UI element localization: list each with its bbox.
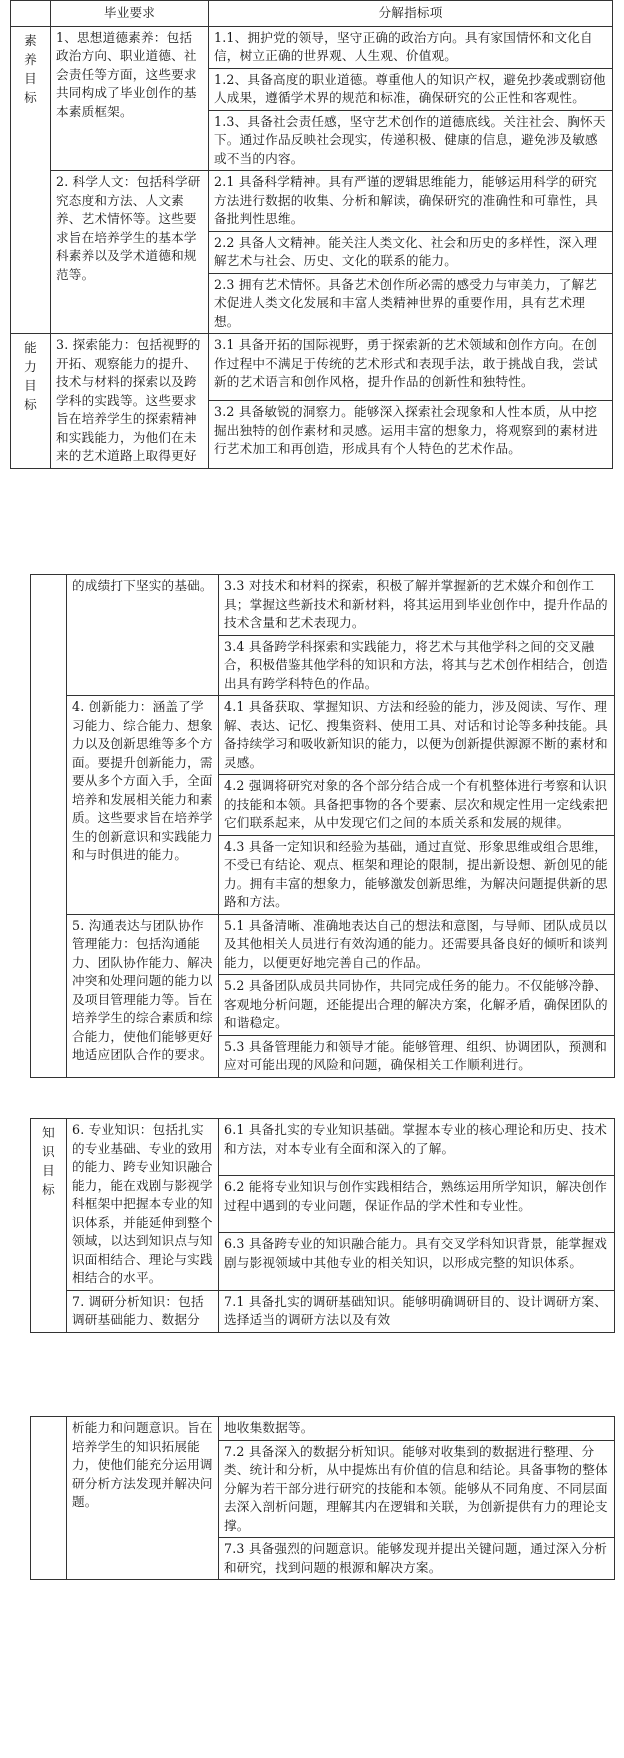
- table-row: [11, 171, 613, 232]
- category-ability-continued: [31, 575, 67, 1078]
- requirement-cell: 2. 科学人文：包括科学研究态度和方法、人文素养、艺术情怀等。这些要求旨在培养学生的基本学科素养以及学术道德和规范等。: [51, 171, 209, 334]
- indicator-cell: 5.2 具备团队成员共同协作，共同完成任务的能力。不仅能够冷静、客观地分析问题，还能提出合理的解决方案，化解矛盾，确保团队的和谐稳定。: [219, 975, 615, 1036]
- blank-header-cell: [11, 1, 51, 27]
- requirement-cell: 的成绩打下坚实的基础。: [67, 575, 219, 696]
- indicator-cell: 4.2 强调将研究对象的各个部分结合成一个有机整体进行考察和认识的技能和本领。具备把事物的各个要素、层次和规定性用一定线索把它们联系起来，从中发现它们之间的本质关系和发展的规律。: [219, 775, 615, 836]
- indicator-cell: 4.1 具备获取、掌握知识、方法和经验的能力，涉及阅读、写作、理解、表达、记忆、搜集资料、使用工具、对话和讨论等多种技能。具备持续学习和吸收新知识的能力，以便为创新提供源源不断的素材和灵感。: [219, 696, 615, 775]
- indicator-cell: 1.1、拥护党的领导，坚守正确的政治方向。具有家国情怀和文化自信，树立正确的世界观、人生观、价值观。: [209, 26, 613, 68]
- indicator-cell: 7.1 具备扎实的调研基础知识。能够明确调研目的、设计调研方案、选择适当的调研方法以及有效: [219, 1290, 615, 1332]
- requirement-cell: 1、思想道德素养：包括政治方向、职业道德、社会责任等方面，这些要求共同构成了毕业创作的基本素质框架。: [51, 26, 209, 171]
- requirements-table-part-3: [30, 1118, 615, 1333]
- indicator-cell: 3.1 具备开拓的国际视野，勇于探索新的艺术领域和创作方向。在创作过程中不满足于传统的艺术形式和表现手法，敢于挑战自我，尝试新的艺术语言和创作风格，提升作品的创新性和独特性。: [209, 334, 613, 401]
- indicator-cell: 6.2 能将专业知识与创作实践相结合，熟练运用所学知识，解决创作过程中遇到的专业问题，保证作品的学术性和专业性。: [219, 1176, 615, 1233]
- table-row: [31, 914, 615, 975]
- indicator-cell: 7.3 具备强烈的问题意识。能够发现并提出关键问题，通过深入分析和研究，找到问题的根源和解决方案。: [219, 1538, 615, 1580]
- indicator-cell: 2.1 具备科学精神。具有严谨的逻辑思维能力，能够运用科学的研究方法进行数据的收集、分析和解读，确保研究的准确性和可靠性，具备批判性思维。: [209, 171, 613, 232]
- table-row: [31, 1290, 615, 1332]
- indicator-cell: 3.4 具备跨学科探索和实践能力，将艺术与其他学科之间的交叉融合，积极借鉴其他学科的知识和方法，将其与艺术创作相结合，创造出具有跨学科特色的作品。: [219, 635, 615, 696]
- indicator-header: 分解指标项: [209, 1, 613, 27]
- requirement-cell: 6. 专业知识：包括扎实的专业基础、专业的致用的能力、跨专业知识融合能力，能在戏剧与影视学科框架中把握本专业的知识体系，并能延伸到整个领域，以达到知识点与知识面相结合、理论与实践相结合的水平。: [67, 1119, 219, 1291]
- header-row: [11, 1, 613, 27]
- indicator-cell: 6.3 具备跨专业的知识融合能力。具有交叉学科知识背景，能掌握戏剧与影视领域中其他专业的相关知识，以形成完整的知识体系。: [219, 1233, 615, 1290]
- table-row: [31, 1417, 615, 1441]
- table-row: [11, 26, 613, 68]
- indicator-cell: 5.3 具备管理能力和领导才能。能够管理、组织、协调团队，预测和应对可能出现的风险和问题，确保相关工作顺利进行。: [219, 1035, 615, 1077]
- requirements-table-part-4: [30, 1416, 615, 1580]
- table-row: [31, 696, 615, 775]
- indicator-cell: 2.2 具备人文精神。能关注人类文化、社会和历史的多样性，深入理解艺术与社会、历史、文化的联系的能力。: [209, 231, 613, 273]
- indicator-cell: 2.3 拥有艺术情怀。具备艺术创作所必需的感受力与审美力，了解艺术促进人类文化发展和丰富人类精神世界的重要作用，具有艺术理想。: [209, 273, 613, 334]
- indicator-cell: 1.2、具备高度的职业道德。尊重他人的知识产权，避免抄袭或剽窃他人成果，遵循学术界的规范和标准，确保研究的公正性和客观性。: [209, 68, 613, 110]
- indicator-cell: 5.1 具备清晰、准确地表达自己的想法和意图，与导师、团队成员以及其他相关人员进行有效沟通的能力。还需要具备良好的倾听和谈判能力，以便更好地完善自己的作品。: [219, 914, 615, 975]
- indicator-cell: 地收集数据等。: [219, 1417, 615, 1441]
- category-knowledge: 知 识 目 标: [31, 1119, 67, 1333]
- indicator-cell: 3.2 具备敏锐的洞察力。能够深入探索社会现象和人性本质，从中挖掘出独特的创作素材和灵感。运用丰富的想象力，将观察到的素材进行艺术加工和再创造，形成具有个人特色的艺术作品。: [209, 401, 613, 468]
- table-row: [31, 575, 615, 636]
- requirement-cell: 5. 沟通表达与团队协作管理能力：包括沟通能力、团队协作能力、解决冲突和处理问题的能力以及项目管理能力等。旨在培养学生的综合素质和综合能力，使他们能够更好地适应团队合作的要求。: [67, 914, 219, 1077]
- requirements-table-part-1: [10, 0, 613, 469]
- indicator-cell: 6.1 具备扎实的专业知识基础。掌握本专业的核心理论和历史、技术和方法，对本专业有全面和深入的了解。: [219, 1119, 615, 1176]
- table-segment-4: [0, 1416, 624, 1756]
- requirement-header: 毕业要求: [51, 1, 209, 27]
- requirement-cell: 4. 创新能力：涵盖了学习能力、综合能力、想象力以及创新思维等多个方面。要提升创新能力，需要从多个方面入手，全面培养和发展相关能力和素质。这些要求旨在培养学生的创新意识和实践能力和与时俱进的能力。: [67, 696, 219, 915]
- requirement-cell: 7. 调研分析知识：包括调研基础能力、数据分: [67, 1290, 219, 1332]
- indicator-cell: 1.3、具备社会责任感，坚守艺术创作的道德底线。关注社会、胸怀天下。通过作品反映社会现实，传递积极、健康的信息，避免涉及敏感或不当的内容。: [209, 110, 613, 171]
- indicator-cell: 3.3 对技术和材料的探索，积极了解并掌握新的艺术媒介和创作工具；掌握这些新技术和新材料，将其运用到毕业创作中，提升作品的技术含量和艺术表现力。: [219, 575, 615, 636]
- requirements-table-part-2: [30, 574, 615, 1078]
- requirement-cell: 3. 探索能力：包括视野的开拓、观察能力的提升、技术与材料的探索以及跨学科的实践等。这些要求旨在培养学生的探索精神和实践能力，为他们在未来的艺术道路上取得更好: [51, 334, 209, 469]
- requirement-cell: 析能力和问题意识。旨在培养学生的知识拓展能力，使他们能充分运用调研分析方法发现并解决问题。: [67, 1417, 219, 1580]
- table-segment-1: [0, 0, 624, 510]
- category-knowledge-continued: [31, 1417, 67, 1580]
- table-row: [11, 334, 613, 401]
- indicator-cell: 4.3 具备一定知识和经验为基础，通过直觉、形象思维或组合思维，不受已有结论、观点、框架和理论的限制，提出新设想、新创见的能力。拥有丰富的想象力，能够激发创新思维，为解决问题提供新的思路和方法。: [219, 835, 615, 914]
- table-segment-3: [0, 1118, 624, 1358]
- table-row: [31, 1119, 615, 1176]
- category-ability: 能 力 目 标: [11, 334, 51, 469]
- category-quality: 素 养 目 标: [11, 26, 51, 334]
- indicator-cell: 7.2 具备深入的数据分析知识。能够对收集到的数据进行整理、分类、统计和分析，从中提炼出有价值的信息和结论。具备事物的整体分解为若干部分进行研究的技能和本领。能够从不同角度、不同层面去深入剖析问题，理解其内在逻辑和关联，为创新提供有力的理论支撑。: [219, 1440, 615, 1538]
